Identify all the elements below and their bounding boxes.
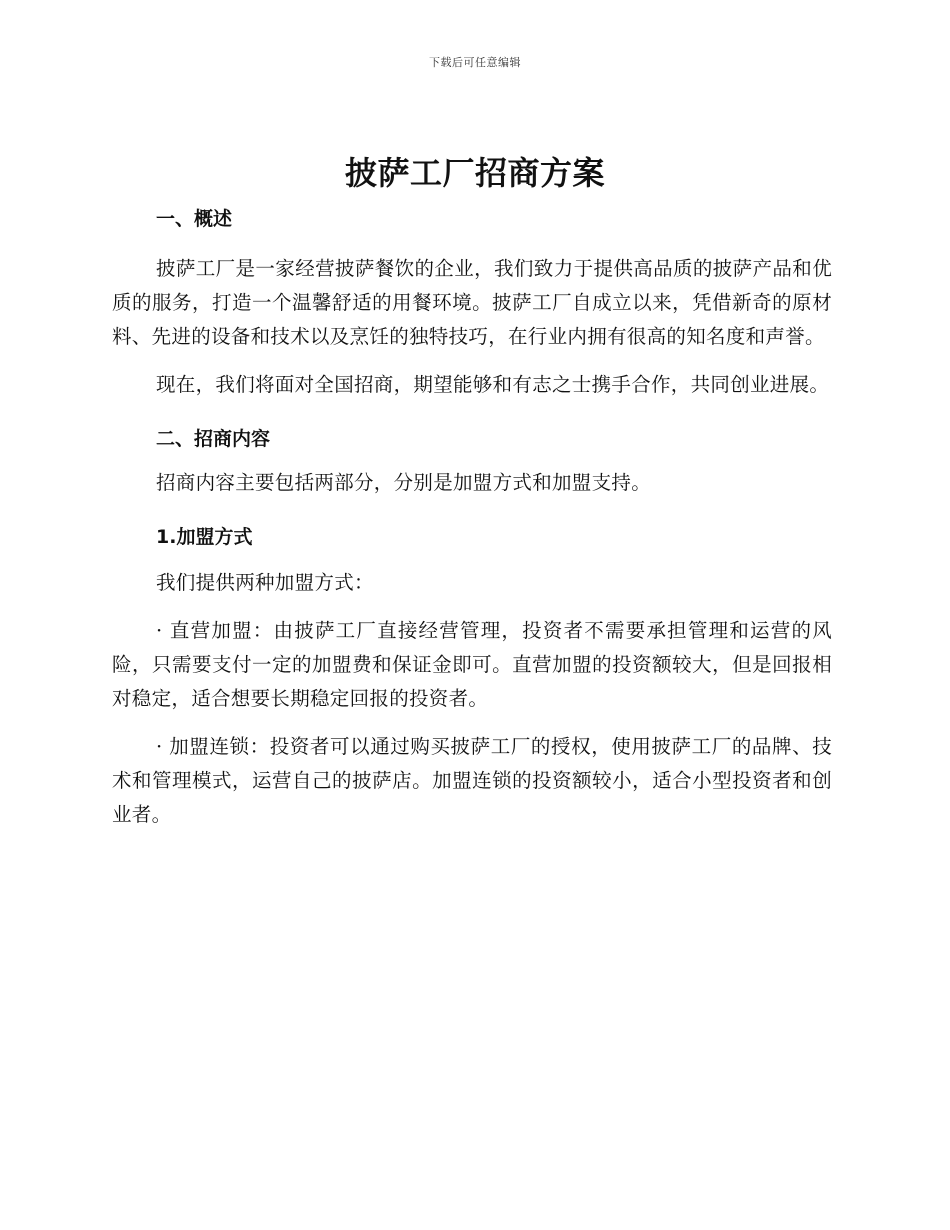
page-header-note: 下载后可任意编辑 xyxy=(429,56,521,69)
document-body xyxy=(112,196,832,846)
subsection-heading-franchise-methods: 1.加盟方式 xyxy=(156,526,253,548)
overview-paragraph-2: 现在，我们将面对全国招商，期望能够和有志之士携手合作，共同创业进展。 xyxy=(156,373,830,396)
document-title: 披萨工厂招商方案 xyxy=(344,154,605,192)
section-heading-recruitment: 二、招商内容 xyxy=(156,428,271,450)
franchise-methods-intro: 我们提供两种加盟方式： xyxy=(156,571,374,594)
overview-paragraph-1: 披萨工厂是一家经营披萨餐饮的企业，我们致力于提供高品质的披萨产品和优质的服务，打造一个温馨舒适的用餐环境。披萨工厂自成立以来，凭借新奇的原材料、先进的设备和技术以及烹饪的独特技巧，在行业内拥有很高的知名度和声誉。 xyxy=(112,257,832,348)
franchise-method-item-chain: · 加盟连锁：投资者可以通过购买披萨工厂的授权，使用披萨工厂的品牌、技术和管理模式，运营自己的披萨店。加盟连锁的投资额较小，适合小型投资者和创业者。 xyxy=(112,735,832,826)
franchise-method-item-direct: · 直营加盟：由披萨工厂直接经营管理，投资者不需要承担管理和运营的风险，只需要支付一定的加盟费和保证金即可。直营加盟的投资额较大，但是回报相对稳定，适合想要长期稳定回报的投资者。 xyxy=(112,619,832,710)
section-heading-overview: 一、概述 xyxy=(156,208,233,230)
recruitment-intro: 招商内容主要包括两部分，分别是加盟方式和加盟支持。 xyxy=(156,471,652,494)
